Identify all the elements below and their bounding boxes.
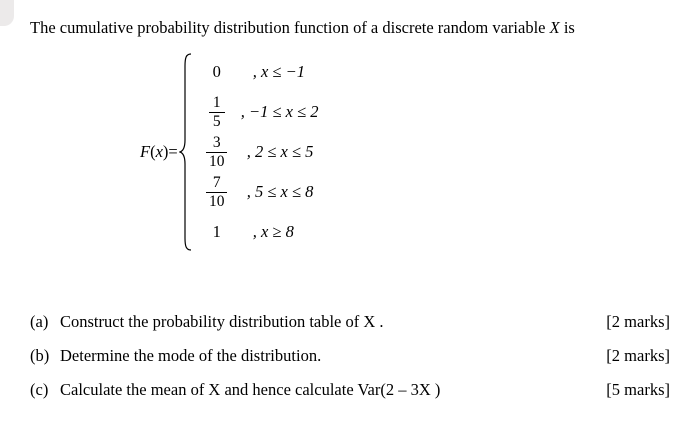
question-list [30, 312, 670, 414]
case-condition: , 2 ≤ x ≤ 5 [246, 142, 314, 161]
function-cases [195, 50, 319, 254]
question-marks: [2 marks] [606, 346, 670, 365]
case-row [195, 52, 319, 92]
case-value [195, 175, 239, 210]
function-close-paren: ) [162, 142, 169, 161]
fraction [206, 135, 228, 170]
fraction-numerator: 7 [212, 173, 221, 191]
fraction [206, 175, 228, 210]
fraction-numerator: 3 [212, 133, 221, 151]
case-value [195, 135, 239, 170]
function-name: F [140, 142, 151, 161]
question-text [30, 312, 384, 332]
case-value: 0 [212, 62, 221, 81]
fraction-denominator: 5 [212, 112, 221, 130]
function-argument: x [155, 142, 163, 161]
intro-text-after: is [559, 18, 575, 37]
function-label [140, 142, 178, 162]
piecewise-function [140, 50, 319, 254]
question-item [30, 312, 670, 332]
question-marks: [5 marks] [606, 380, 670, 399]
case-row [195, 212, 319, 252]
question-label: (a) [30, 312, 49, 331]
question-body: Determine the mode of the distribution. [60, 346, 322, 365]
fraction-denominator: 10 [208, 192, 225, 210]
case-row [195, 92, 319, 132]
case-condition: , −1 ≤ x ≤ 2 [240, 102, 319, 121]
function-equals: = [168, 142, 178, 161]
intro-variable: X [549, 18, 560, 37]
question-marks: [2 marks] [606, 312, 670, 331]
question-body: Construct the probability distribution table of X . [60, 312, 384, 331]
case-condition: , x ≥ 8 [252, 222, 294, 241]
question-label: (b) [30, 346, 50, 365]
question-item [30, 380, 670, 400]
intro-text-before: The cumulative probability distribution function of a discrete random variable [30, 18, 550, 37]
intro-sentence [30, 18, 575, 38]
case-condition: , 5 ≤ x ≤ 8 [246, 182, 314, 201]
case-row [195, 172, 319, 212]
function-open-paren: ( [150, 142, 156, 161]
question-label: (c) [30, 380, 49, 399]
case-value: 1 [212, 222, 221, 241]
question-text [30, 380, 440, 400]
question-text [30, 346, 321, 366]
fraction-denominator: 10 [208, 152, 225, 170]
page-corner-decoration [0, 0, 14, 26]
case-value [195, 95, 239, 130]
fraction-numerator: 1 [212, 93, 221, 111]
question-body: Calculate the mean of X and hence calculate Var(2 – 3X ) [60, 380, 441, 399]
left-brace-icon [179, 52, 193, 252]
case-condition: , x ≤ −1 [252, 62, 305, 81]
case-row [195, 132, 319, 172]
fraction [209, 95, 225, 130]
question-item [30, 346, 670, 366]
